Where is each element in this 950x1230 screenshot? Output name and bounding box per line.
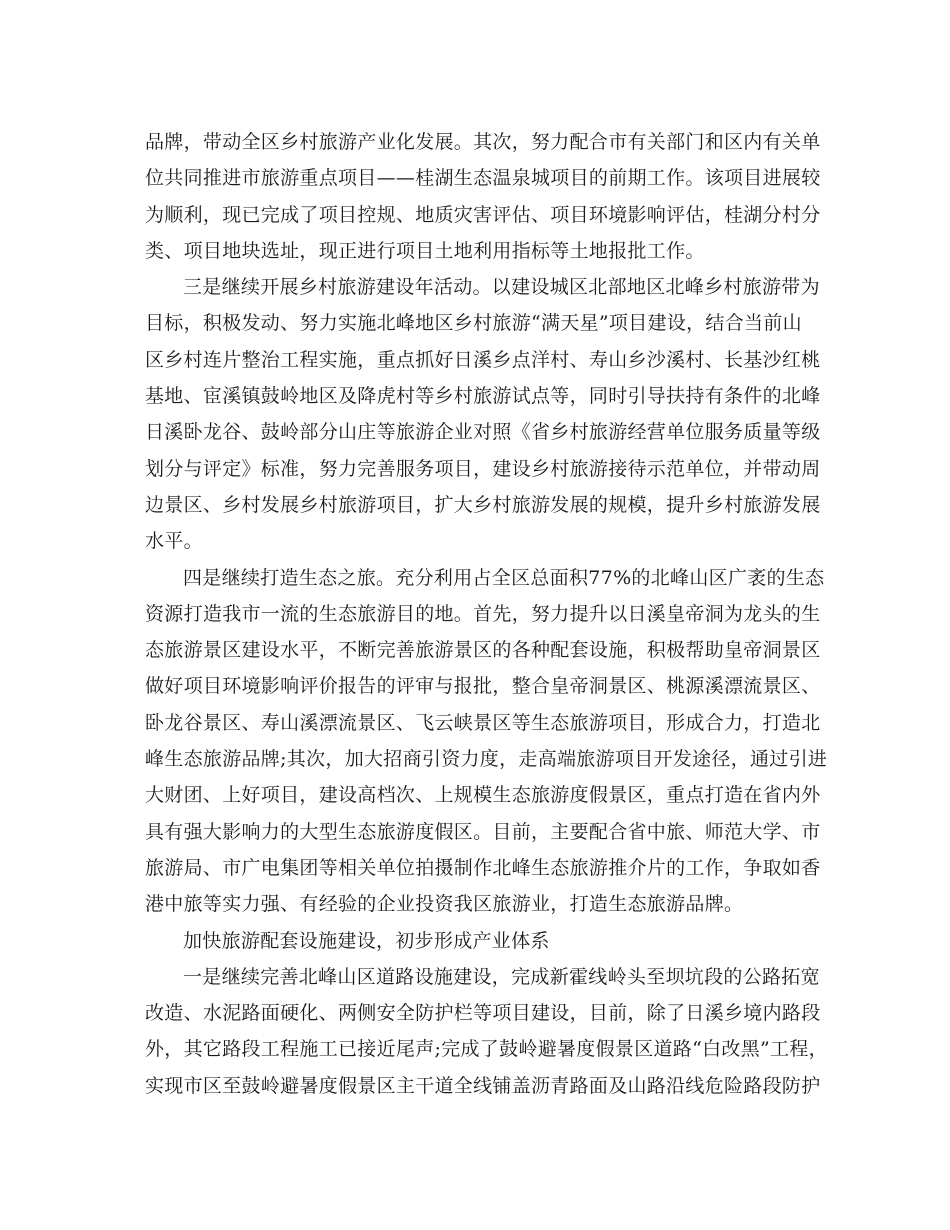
text-line: 区乡村连片整治工程实施，重点抓好日溪乡点洋村、寿山乡沙溪村、长基沙红桃 xyxy=(145,348,821,371)
text-line: 类、项目地块选址，现正进行项目土地利用指标等土地报批工作。 xyxy=(145,239,705,262)
text-line: 实现市区至鼓岭避暑度假景区主干道全线铺盖沥青路面及山路沿线危险路段防护 xyxy=(145,1074,821,1097)
text-line: 外，其它路段工程施工已接近尾声;完成了鼓岭避暑度假景区道路“白改黑”工程， xyxy=(145,1038,828,1061)
document-body xyxy=(145,124,828,1104)
text-line: 态旅游景区建设水平，不断完善旅游景区的各种配套设施，积极帮助皇帝洞景区 xyxy=(145,639,821,662)
text-line: 为顺利，现已完成了项目控规、地质灾害评估、项目环境影响评估，桂湖分村分 xyxy=(145,203,821,226)
text-line: 港中旅等实力强、有经验的企业投资我区旅游业，打造生态旅游品牌。 xyxy=(145,893,744,916)
text-line: 峰生态旅游品牌;其次，加大招商引资力度，走高端旅游项目开发途径，通过引进 xyxy=(145,748,828,771)
text-line: 基地、宦溪镇鼓岭地区及降虎村等乡村旅游试点等，同时引导扶持有条件的北峰 xyxy=(145,385,821,408)
text-line: 做好项目环境影响评价报告的评审与报批，整合皇帝洞景区、桃源溪漂流景区、 xyxy=(145,675,821,698)
text-line: 卧龙谷景区、寿山溪漂流景区、飞云峡景区等生态旅游项目，形成合力，打造北 xyxy=(145,711,821,734)
text-line: 划分与评定》标准，努力完善服务项目，建设乡村旅游接待示范单位，并带动周 xyxy=(145,457,821,480)
text-line: 日溪卧龙谷、鼓岭部分山庄等旅游企业对照《省乡村旅游经营单位服务质量等级 xyxy=(145,421,821,444)
text-line: 位共同推进市旅游重点项目——桂湖生态温泉城项目的前期工作。该项目进展较 xyxy=(145,167,821,190)
text-line: 具有强大影响力的大型生态旅游度假区。目前，主要配合省中旅、师范大学、市 xyxy=(145,820,821,843)
paragraph-first-line: 三是继续开展乡村旅游建设年活动。以建设城区北部地区北峰乡村旅游带为 xyxy=(183,276,820,299)
text-line: 边景区、乡村发展乡村旅游项目，扩大乡村旅游发展的规模，提升乡村旅游发展 xyxy=(145,493,821,516)
text-line: 目标，积极发动、努力实施北峰地区乡村旅游“满天星”项目建设，结合当前山 xyxy=(145,312,802,335)
text-line: 品牌，带动全区乡村旅游产业化发展。其次，努力配合市有关部门和区内有关单 xyxy=(145,131,821,153)
text-line: 大财团、上好项目，建设高档次、上规模生态旅游度假景区，重点打造在省内外 xyxy=(145,784,821,807)
section-heading: 加快旅游配套设施建设，初步形成产业体系 xyxy=(183,929,550,952)
text-line: 改造、水泥路面硬化、两侧安全防护栏等项目建设，目前，除了日溪乡境内路段 xyxy=(145,1002,821,1025)
text-line: 水平。 xyxy=(145,530,203,553)
text-line: 旅游局、市广电集团等相关单位拍摄制作北峰生态旅游推介片的工作，争取如香 xyxy=(145,856,821,879)
paragraph-first-line: 一是继续完善北峰山区道路设施建设，完成新霍线岭头至坝坑段的公路拓宽 xyxy=(183,965,820,988)
text-line: 资源打造我市一流的生态旅游目的地。首先，努力提升以日溪皇帝洞为龙头的生 xyxy=(145,602,821,625)
paragraph-first-line: 四是继续打造生态之旅。充分利用占全区总面积77%的北峰山区广袤的生态 xyxy=(183,566,825,589)
